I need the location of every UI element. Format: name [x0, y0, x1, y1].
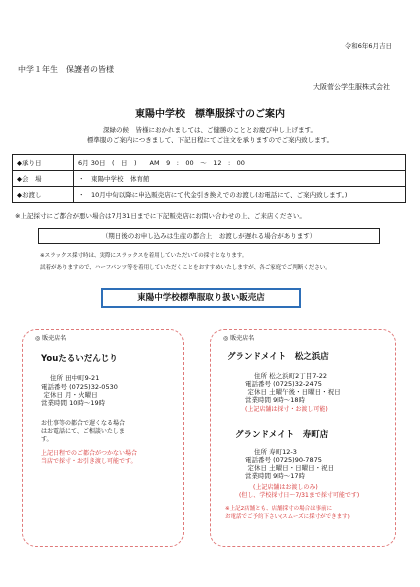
phone-row — [245, 380, 322, 388]
deadline-note: ※上記採寸にご都合が悪い場合は7月31日までに下記販売店にお問い合わせの上、ご来店ください。 — [15, 212, 306, 220]
section-label: ◎ 販売店名 — [35, 335, 67, 342]
row-value: 9時～17時 — [273, 472, 305, 480]
schedule-label: ◆お渡し — [13, 187, 74, 203]
row-value: (0725)32-2475 — [273, 380, 322, 388]
row-value: 月・火曜日 — [65, 391, 98, 399]
schedule-row-delivery — [13, 187, 406, 203]
hours-row — [245, 396, 305, 404]
contact-note-line-2: はお電話にて、ご相談いたしま — [41, 428, 125, 435]
reservation-note — [225, 506, 350, 521]
greeting — [0, 125, 420, 145]
phone-row — [41, 383, 118, 391]
reservation-note-line-1: ※上記2店舗とも、店舗採寸の場合は事前に — [225, 506, 333, 512]
left-shop-box — [22, 329, 184, 547]
closed-day-row — [245, 388, 341, 396]
address-row — [245, 372, 327, 380]
right-shop-box — [210, 329, 396, 547]
row-value: 9時～18時 — [273, 396, 305, 404]
row-value: (0725)32-0530 — [69, 383, 118, 391]
address-row — [245, 448, 297, 456]
row-value: 松之浜町2丁目7-22 — [269, 372, 327, 380]
row-key: 定休日 — [247, 464, 267, 472]
schedule-row-date — [13, 155, 406, 171]
shop-name: Youたるいだんじり — [41, 354, 118, 364]
row-value: (0725)90-7875 — [273, 456, 322, 464]
schedule-label: ◆承り日 — [13, 155, 74, 171]
issue-date: 令和6年6月吉日 — [344, 42, 392, 50]
schedule-table — [12, 154, 406, 203]
contact-note-line-1: お仕事等の都合で遅くなる場合 — [41, 420, 126, 427]
row-key: 電話番号 — [41, 383, 67, 391]
row-key: 住所 — [254, 448, 267, 456]
sender-company: 大阪菅公学生服株式会社 — [313, 83, 390, 91]
hours-row — [245, 472, 305, 480]
contact-note — [41, 420, 125, 444]
schedule-label: ◆会 場 — [13, 171, 74, 187]
row-key: 電話番号 — [245, 380, 271, 388]
closed-day-row — [41, 391, 98, 399]
in-store-note — [41, 450, 137, 466]
row-key: 住所 — [254, 372, 267, 380]
in-store-note-line-1: 上記日程でのご都合がつかない場合 — [41, 450, 138, 457]
row-key: 営業時間 — [245, 396, 271, 404]
shop2-red-note-1: (上記店舗はお渡しのみ) — [253, 484, 318, 491]
in-store-note-line-2: 当店で採寸・お引き渡し可能です。 — [41, 458, 137, 465]
page-title: 東陽中学校 標準服採寸のご案内 — [135, 109, 285, 120]
phone-row — [245, 456, 322, 464]
late-order-notice: （期日後のお申し込みは生産の都合上 お渡しが遅れる場合があります） — [38, 228, 380, 244]
row-key: 営業時間 — [245, 472, 271, 480]
addressee: 中学１年生 保護者の皆様 — [18, 65, 114, 74]
address-row — [41, 374, 99, 382]
row-value: 10時～19時 — [69, 399, 106, 407]
shop2-red-note-2: (但し、学校採寸日～7/31まで採寸可能です) — [239, 492, 360, 499]
slacks-note-line-2: 試着がありますので、ハーフパンツ等を着用していただくことをおすすめいたしますが、各ご家庭でご判断ください。 — [40, 265, 331, 271]
row-key: 定休日 — [43, 391, 63, 399]
contact-note-line-3: す。 — [41, 436, 53, 443]
schedule-row-venue — [13, 171, 406, 187]
schedule-value: ・ 10月中旬以降に申込販売店にて代金引き換えでのお渡し(お電話にて、ご案内致します。) — [74, 187, 406, 203]
closed-day-row — [245, 464, 334, 472]
greeting-line-1: 深緑の候 皆様におかれましては、ご健勝のこととお慶び申し上げます。 — [103, 126, 317, 134]
row-value: 寿町12-3 — [269, 448, 297, 456]
shops-heading: 東陽中学校標準服取り扱い販売店 — [101, 288, 301, 308]
shop1-red-note: (上記店舗は採寸・お渡し可能) — [245, 406, 328, 413]
reservation-note-line-2: お電話でご予約下さい(スムーズに採寸ができます) — [225, 513, 350, 520]
section-label: ◎ 販売店名 — [223, 335, 255, 342]
hours-row — [41, 399, 105, 407]
slacks-note-line-1: ※スラックス採寸時は、実際にスラックスを着用していただいての採寸となります。 — [40, 253, 248, 259]
schedule-value: 6月 30日 ( 日 ) AM 9 : 00 ～ 12 : 00 — [74, 155, 406, 171]
row-key: 電話番号 — [245, 456, 271, 464]
row-value: 土曜午後・日曜日・祝日 — [269, 388, 341, 396]
schedule-value: ・ 東陽中学校 体育館 — [74, 171, 406, 187]
shop-name-kotobuki: グランドメイト 寿町店 — [235, 430, 329, 440]
row-value: 土曜日・日曜日・祝日 — [269, 464, 335, 472]
row-key: 住所 — [50, 374, 63, 382]
row-value: 田中町9-21 — [65, 374, 100, 382]
slacks-note — [40, 250, 331, 274]
shop-name-matsunohama: グランドメイト 松之浜店 — [227, 352, 329, 362]
row-key: 定休日 — [247, 388, 267, 396]
row-key: 営業時間 — [41, 399, 67, 407]
greeting-line-2: 標準服のご案内につきまして、下記日程にてご注文を承りますのでご案内致します。 — [86, 136, 334, 144]
